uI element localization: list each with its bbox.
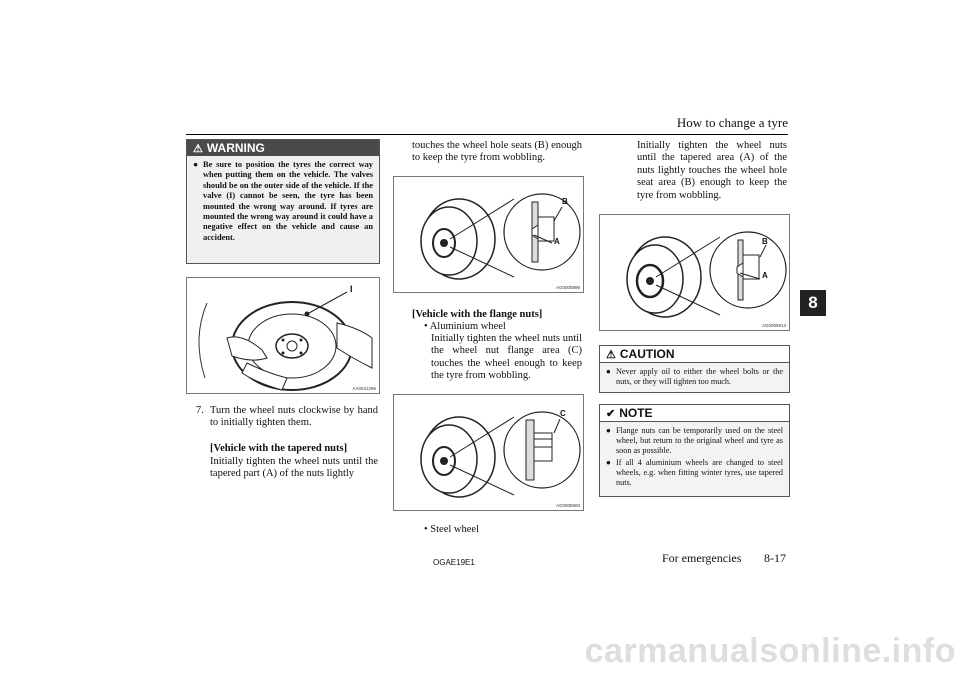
figure-code: AG0005900 (555, 503, 580, 508)
column2-top-text: touches the wheel hole seats (B) enough to keep the tyre from wobbling. (412, 140, 582, 164)
figure-code: AG0005913 (761, 323, 786, 328)
warning-title: WARNING (206, 141, 265, 155)
warning-triangle-icon: ⚠ (193, 142, 203, 155)
note-box (599, 404, 790, 497)
warning-box (186, 139, 380, 264)
caution-triangle-icon: ⚠ (606, 348, 616, 361)
figure-label-c: C (560, 409, 566, 418)
figure-tapered-nut-steel (599, 214, 790, 331)
caution-title: CAUTION (619, 347, 675, 361)
header-title: How to change a tyre (676, 115, 788, 130)
aluminium-wheel-text: Initially tighten the wheel nuts until the wheel nut flange area (C) touches the wheel enough to keep the tyre from wobbling. (431, 333, 582, 382)
footer-page-number: 8-17 (764, 551, 786, 565)
caution-header (600, 346, 789, 363)
subhead-flange-nuts: [Vehicle with the flange nuts] (412, 309, 543, 320)
footer-section-title: For emergencies (662, 551, 742, 565)
chapter-tab: 8 (800, 290, 826, 316)
bullet-icon: ● (606, 426, 611, 435)
figure-label-b: B (762, 237, 768, 246)
footer-document-code: OGAE19E1 (433, 558, 475, 567)
bullet-icon: ● (193, 160, 199, 169)
header-rule (186, 134, 788, 135)
note-check-icon: ✔ (606, 407, 616, 420)
tyre-valve-illustration (187, 278, 379, 393)
bullet-icon: ● (606, 458, 611, 467)
bullet-icon: ● (606, 367, 611, 376)
figure-spare-tyre-valve (186, 277, 380, 394)
steel-wheel-label: • Steel wheel (424, 524, 479, 535)
figure-code: AG0005896 (555, 285, 580, 290)
watermark: carmanualsonline.info (584, 632, 956, 670)
note-title: NOTE (619, 406, 653, 420)
step-number: 7. (196, 405, 204, 416)
wheel-flange-nut-illustration (394, 395, 583, 510)
caution-text: Never apply oil to either the wheel bolts or the nuts, or they will tighten too much. (616, 367, 783, 386)
figure-label-a: A (554, 237, 560, 246)
caution-box (599, 345, 790, 393)
steel-wheel-tapered-nut-illustration (600, 215, 789, 330)
step-text: Turn the wheel nuts clockwise by hand to initially tighten them. (210, 405, 378, 429)
aluminium-wheel-label: • Aluminium wheel (424, 321, 506, 332)
tapered-nuts-text: Initially tighten the wheel nuts until the tapered part (A) of the nuts lightly (210, 456, 378, 480)
note-header (600, 405, 789, 422)
step-7 (196, 405, 378, 430)
figure-code: AA0041296 (352, 386, 376, 391)
warning-header (187, 140, 379, 156)
figure-label-i: I (350, 284, 353, 294)
note-item-1: Flange nuts can be temporarily used on the steel wheel, but return to the original wheel and tyre as soon as possible. (616, 426, 783, 455)
figure-label-b: B (562, 197, 568, 206)
figure-label-a: A (762, 271, 768, 280)
column3-text: Initially tighten the wheel nuts until the tapered area (A) of the nuts lightly touches the wheel hole seat area (B) enough to keep the tyre from wobbling. (637, 140, 787, 201)
figure-flange-nut (393, 394, 584, 511)
figure-tapered-nut-alu (393, 176, 584, 293)
wheel-tapered-nut-illustration (394, 177, 583, 292)
warning-text: Be sure to position the tyres the correct way when putting them on the vehicle. The valves should be on the outer side of the vehicle. If the valve (I) cannot be seen, the tyre has been mounted the wrong way around. If tyres are mounted the wrong way around it could have a negative effect on the vehicle and cause an accident. (203, 160, 373, 242)
note-item-2: If all 4 aluminium wheels are changed to steel wheels, e.g. when fitting winter tyres, use tapered nuts. (616, 458, 783, 487)
subhead-tapered-nuts: [Vehicle with the tapered nuts] (210, 443, 348, 454)
